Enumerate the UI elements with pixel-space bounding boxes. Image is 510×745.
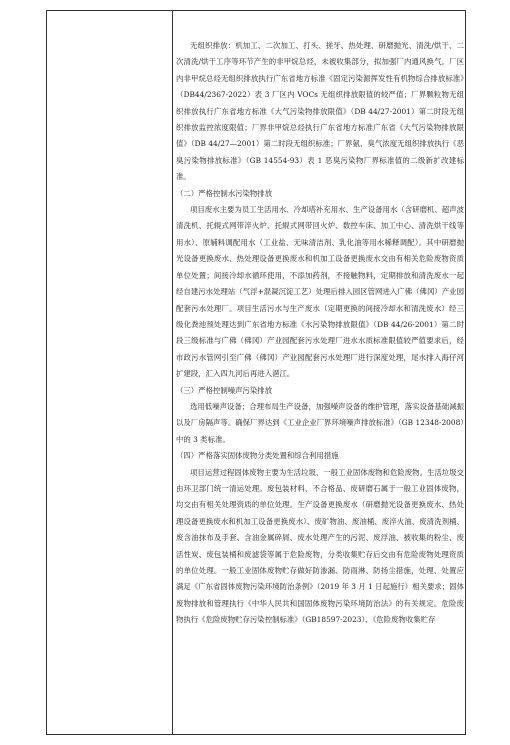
- paragraph-solid-waste: 项目运营过程固体废物主要为生活垃圾、一般工业固体废物和危险废物。生活垃圾交由环卫部门统一清运处理。废包装材料、不合格品、废研磨石属于一般工业固体废物，均交由有相关处理资质的单位处理。生产设备更换废水（研磨抛光设备更换废水、热处理设备更换废水和机加工设备更换废水）、废矿物油、废油桶、废淬火油、废清洗剂桶、废含油抹布及手套、含油金属碎屑、废水处理产生的污泥、废浮油、被收集的粉尘、废活性炭、废包装桶和废滤袋等属于危险废物，分类收集贮存后交由有危险废物处理资质的单位处理。一般工业固体废物贮存做好防渗漏、防雨淋、防扬尘措施，处理、处置应满足《广东省固体废物污染环境防治条例》（2019 年 3 月 1 日起施行）相关要求；固体废物排放和管理执行《中华人民共和国固体废物污染环境防治法》的有关规定。危险废物执行《危险废物贮存污染控制标准》（GB18597-2023）、《危险废物收集贮存: [176, 467, 464, 625]
- paragraph-noise: 选用低噪声设备；合理布局生产设备，加强噪声设备的维护管理，落实设备基础减振以及厂房隔声等。确保厂界达到《工业企业厂界环境噪声排放标准》（GB 12348-2008）中的 3 类标准。: [176, 401, 464, 444]
- column-divider: [172, 11, 173, 734]
- paragraph-water: 项目废水主要为员工生活用水、冷却塔补充用水、生产设备用水（含研磨机、超声波清洗机、托辊式网带淬火炉、托辊式网带回火炉、数控车床、加工中心、清洗烘干线等用水）、原辅料调配用水（工业盐、无味清洁剂、乳化油等用水稀释调配）。其中研磨抛光设备更换废水、热处理设备更换废水和机加工设备更换废水交由有相关危险废物资质单位处置；间接冷却水循环使用，不添加药剂，不接触物料，定期排放和清洗废水一起经自建污水处理站（气浮+混凝沉淀工艺）处理后排入园区管网进入广佛（佛冈）产业园配套污水处理厂。项目生活污水与生产废水（定期更换的间接冷却水和清洗废水）经三级化粪池预处理达到广东省地方标准《水污染物排放限值》（DB 44/26-2001）第二时段三级标准与广佛（佛冈）产业园配套污水处理厂进水水质标准限值较严值要求后，经市政污水管网引至广佛（佛冈）产业园配套污水处理厂进行深度处理，尾水排入海仔河扩建段，汇入四九河后再进入潖江。: [176, 205, 464, 379]
- heading-noise: （三）严格控制噪声污染排放: [176, 385, 273, 395]
- heading-solid-waste: （四）严格落实固体废物分类处置和综合利用措施: [176, 451, 339, 461]
- paragraph-air-unorganized: 无组织排放：机加工、二次加工、打头、搓牙、热处理、研磨抛光、清洗/烘干、二次清洗/烘干工序等环节产生的非甲烷总烃，未被收集部分，拟加强厂内通风换气。厂区内非甲烷总烃无组织排放执行广东省地方标准《固定污染源挥发性有机物综合排放标准》（DB44/2367-2022）表 3 厂区内 VOCs 无组织排放限值的较严值；厂界颗粒物无组织排放执行广东省地方标准《大气污染物排放限值》（DB 44/27-2001）第二时段无组织排放监控浓度限值；厂界非甲烷总烃执行广东省地方标准广东省《大气污染物排放限值》（DB 44/27—2001）第二时段无组织标准；厂界氨、臭气浓度无组织排放执行《恶臭污染物排放标准》（GB 14554-93）表 1 恶臭污染物厂界标准值的二级新扩改建标准。: [176, 41, 464, 182]
- document-content: [176, 38, 464, 629]
- heading-water: （二）严格控制水污染物排放: [176, 188, 273, 198]
